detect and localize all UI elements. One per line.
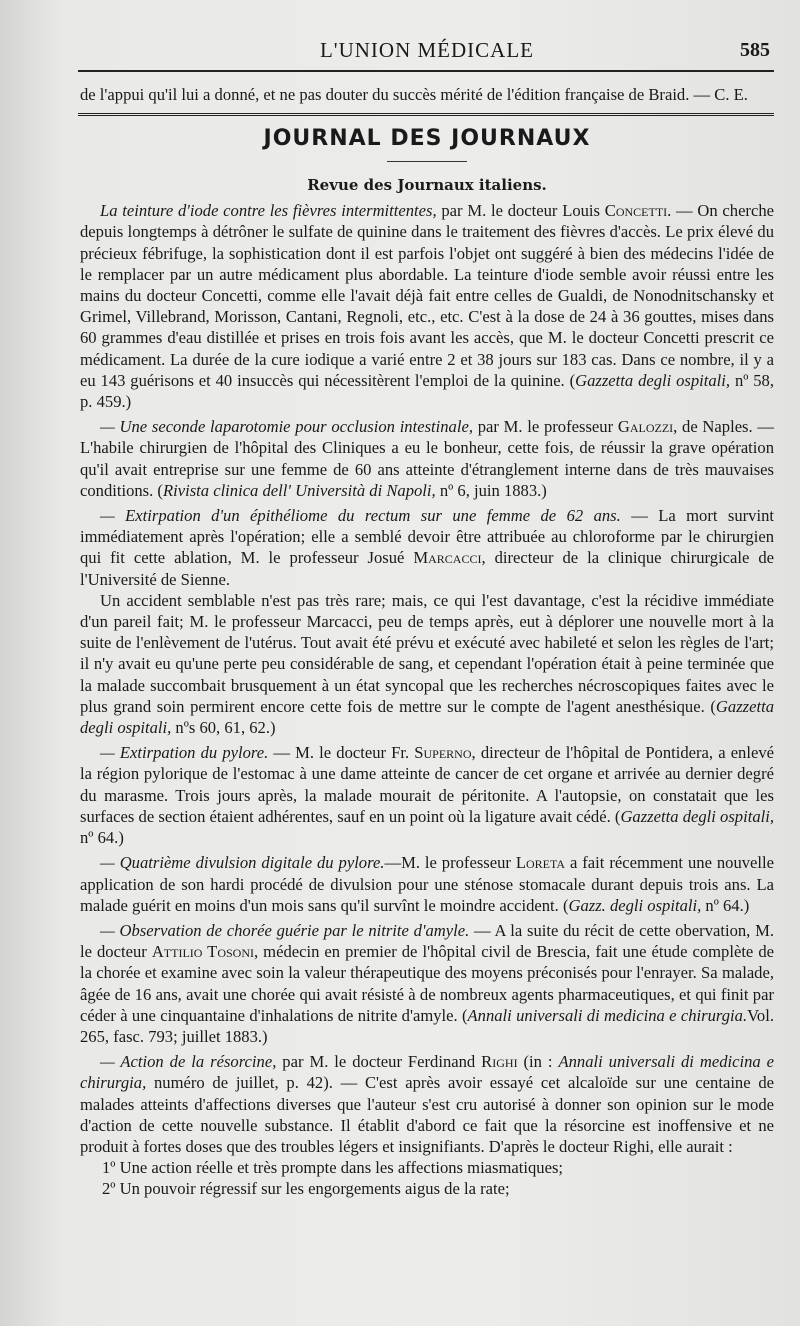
previous-article-end: de l'appui qu'il lui a donné, et ne pas douter du succès mérité de l'édition française de Braid. — C. E. [80, 85, 748, 104]
article-pylore [80, 742, 774, 848]
article-text: nº 64.) [701, 895, 750, 915]
article-text: —M. le professeur [384, 853, 516, 873]
article-text: numéro de juillet, p. 42). — C'est après avoir essayé cet alcaloïde sur une centaine de malades atteints d'affections diverses que l'auteur s'est cru autorisé à donner son opinion sur le mode d'action de cette nouvelle substance. Il établit d'abord ce fait que la résorcine est inoffensive et ne produit à fortes doses que des troubles légers et insignifiants. D'après le docteur Righi, elle aurait : [80, 1073, 774, 1156]
article-text: (in : [517, 1052, 559, 1072]
article-iode [80, 200, 774, 412]
running-header [80, 38, 774, 68]
article-author: Loreta [515, 853, 566, 873]
section-divider [78, 113, 774, 116]
article-title: — Quatrième divulsion digitale du pylore. [100, 853, 385, 873]
article-source: Annali universali di medicina e chirurgia. [467, 1005, 748, 1025]
article-text: Vol. 265, fasc. 793; juillet 1883.) [80, 1005, 774, 1046]
article-divulsion [80, 852, 774, 916]
article-text: , directeur de l'hôpital de Pontidera, a enlevé la région pylorique de l'estomac à une dame atteinte de cancer de cet organe et arrivée au dernier degré du marasme. Trois jours après, la malade mourait de péritonite. A l'autopsie, on constatait que les surfaces de section étaient adhérentes, sauf en un point où la ligature avait cédé. ( [80, 743, 774, 826]
article-author: Concetti [604, 201, 668, 221]
subsection-title: Revue des Journaux italiens. [307, 176, 547, 195]
article-text: par M. le docteur Louis [436, 201, 605, 221]
article-text: , directeur de la clinique chirurgicale de l'Université de Sienne. [80, 548, 775, 589]
article-title: — Extirpation d'un épithéliome du rectum sur une femme de 62 ans. [100, 506, 621, 526]
article-source: Gazzetta degli ospitali, [620, 806, 774, 826]
article-epitheliome-continued [80, 590, 774, 738]
page-number: 585 [740, 39, 770, 61]
title-underline [387, 161, 467, 162]
article-source: Gazzetta degli ospitali, [80, 696, 774, 738]
article-text: . — On cherche depuis longtemps à détrôner le sulfate de quinine dans le traitement des fièvres d'accès. Le prix élevé du précieux fébrifuge, la sophistication dont il est parfois l'objet ont suggéré à bien des médecins l'idée de le remplacer par un autre médicament plus abordable. La teinture d'iode semble avoir réussi entre les mains du docteur Concetti, comme elle l'avait déjà fait entre celles de Gualdi, de Nonodnitschansky et Grimel, Villebrand, Morisson, Cantani, Regnoli, etc., etc. C'est à la dose de 24 à 36 gouttes, mises dans 60 grammes d'eau distillée et prises en trois fois avant les accès, que M. le docteur Concetti prescrit ce médicament. La durée de la cure iodique a varié entre 2 et 38 jours sur 183 cas. Dans ce nombre, il y a eu 143 guérisons et 40 insuccès qui nécessitèrent l'emploi de la quinine. ( [80, 201, 774, 390]
article-laparotomie [80, 416, 774, 501]
article-author: Superno [414, 743, 472, 763]
article-text: nº 6, juin 1883.) [435, 480, 547, 500]
article-text: — A la suite du récit de cette obervation, M. le docteur [80, 920, 774, 962]
list-item: 1º Une action réelle et très prompte dans les affections miasmatiques; [102, 1158, 564, 1178]
header-rule [78, 70, 774, 72]
article-text: — La mort survint immédiatement après l'opération; elle a semblé devoir être attribuée au chloroforme par le chirurgien qui fit cette ablation, M. le professeur Josué [80, 506, 774, 568]
article-text: , de Naples. — L'habile chirurgien de l'hôpital des Cliniques a eu le bonheur, cette fois, de réussir la grave opération qu'il avait entreprise sur une femme de 60 ans atteinte d'étranglement interne dans de très mauvaises conditions. ( [80, 417, 774, 500]
article-resorcine [80, 1051, 774, 1157]
article-text: nºs 60, 61, 62.) [171, 718, 276, 738]
journal-title: L'UNION MÉDICALE [319, 38, 534, 62]
article-source: Annali universali di medicina e chirurgia, [80, 1052, 774, 1093]
article-text: — M. le docteur Fr. [268, 743, 415, 763]
article-text: a fait récemment une nouvelle application de son hardi procédé de divulsion pour une sténose stomacale durant depuis trois ans. La malade guérit en moins d'un mois sans qu'il survînt le moindre accident. ( [80, 853, 775, 915]
article-source: Rivista clinica dell' Università di Napoli, [162, 480, 436, 500]
article-text: nº 58, p. 459.) [80, 370, 774, 412]
article-text: , médecin en premier de l'hôpital civil de Brescia, fait une étude complète de la chorée et examine avec soin la valeur thérapeutique des moyens préconisés pour l'enrayer. Sa malade, âgée de 16 ans, avait une chorée qui avait résisté à de nombreux agents pharmaceutiques, et qui finit par céder à une cinquantaine d'inhalations de nitrite d'amyle. ( [80, 942, 775, 1025]
article-author: Marcacci [413, 548, 482, 568]
article-source: Gazz. degli ospitali, [568, 895, 702, 915]
article-author: Galozzi [617, 417, 674, 437]
article-title: — Action de la résorcine, [100, 1052, 277, 1072]
article-text: Un accident semblable n'est pas très rare; mais, ce qui l'est davantage, c'est la récidive immédiate d'un pareil fait; M. le professeur Marcacci, peu de temps après, eut à déplorer une nouvelle mort à la suite de l'enlèvement de l'utérus. Tout avait été prévu et exécuté avec habileté et selon les règles de l'art; il n'y avait eu qu'une perte peu considérable de sang, et cependant l'opération était à peine terminée que la malade succombait brusquement à un état syncopal que les recherches nécroscopiques faites avec le plus grand soin permirent encore cette fois de mettre sur le compte de l'agent anesthésique. ( [80, 590, 774, 716]
article-title: — Une seconde laparotomie pour occlusion intestinale, [100, 417, 473, 437]
article-title: — Extirpation du pylore. [100, 743, 269, 763]
article-author: Attilio Tosoni [151, 942, 254, 962]
article-title: La teinture d'iode contre les fièvres intermittentes, [100, 201, 437, 221]
article-author: Righi [481, 1052, 518, 1072]
section-title: JOURNAL DES JOURNAUX [263, 126, 591, 152]
article-choree [80, 920, 774, 1047]
article-epitheliome [80, 505, 774, 590]
article-text: par M. le docteur Ferdinand [276, 1052, 482, 1072]
article-text: par M. le professeur [472, 417, 618, 437]
list-item: 2º Un pouvoir régressif sur les engorgements aigus de la rate; [102, 1179, 510, 1199]
article-title: — Observation de chorée guérie par le nitrite d'amyle. [100, 920, 470, 940]
article-text: nº 64.) [80, 828, 124, 848]
article-source: Gazzetta degli ospitali, [575, 370, 731, 390]
